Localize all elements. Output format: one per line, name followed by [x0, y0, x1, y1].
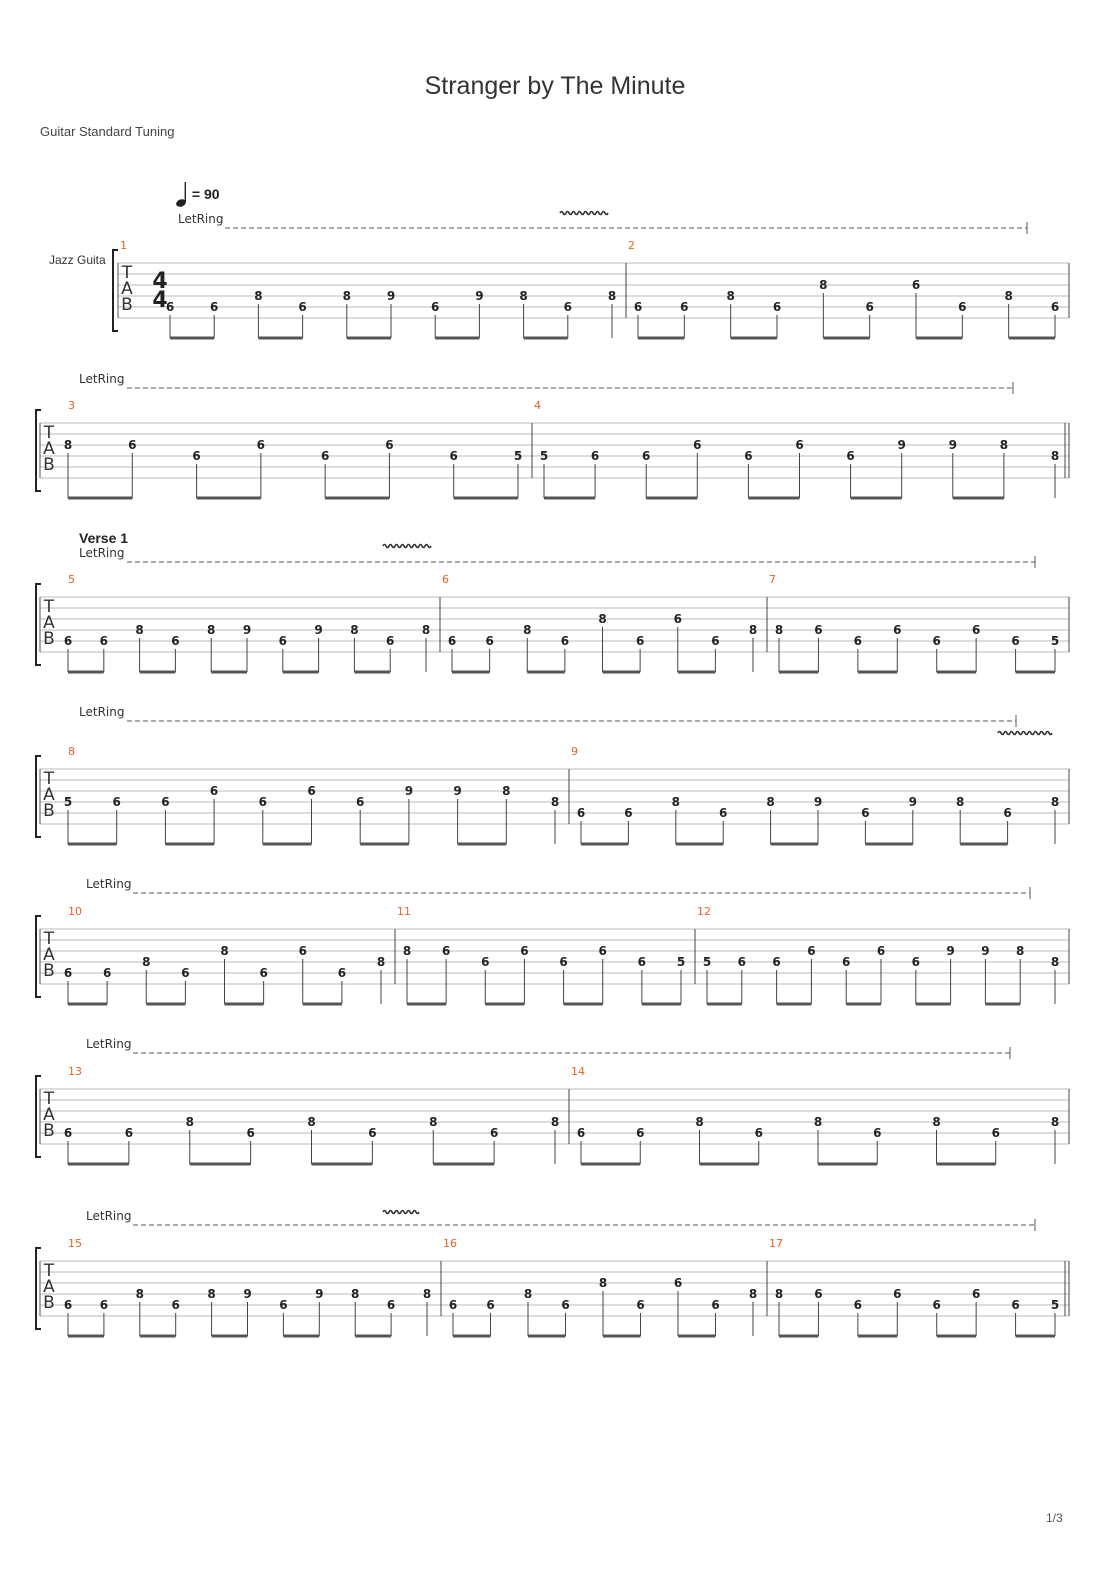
- fret-number: 6: [911, 955, 920, 969]
- measure-number: 13: [68, 1065, 82, 1078]
- fret-number: 6: [636, 1298, 645, 1312]
- fret-number: 8: [207, 623, 216, 637]
- fret-number: 5: [539, 449, 549, 463]
- fret-number: 6: [865, 300, 874, 314]
- fret-number: 6: [1011, 634, 1020, 648]
- fret-number: 6: [861, 806, 870, 820]
- fret-number: 8: [502, 784, 511, 798]
- fret-number: 8: [598, 612, 607, 626]
- fret-number: 6: [386, 1298, 396, 1312]
- fret-number: 5: [1050, 634, 1060, 648]
- fret-number: 6: [754, 1126, 763, 1140]
- fret-number: 6: [737, 955, 746, 969]
- tab-clef-letter: T: [121, 263, 133, 283]
- fret-number: 6: [259, 966, 268, 980]
- tab-clef-letter: A: [43, 613, 55, 633]
- fret-number: 8: [135, 623, 144, 637]
- measure-number: 16: [443, 1237, 457, 1250]
- tab-clef-letter: B: [43, 629, 55, 649]
- fret-number: 9: [981, 944, 990, 958]
- fret-number: 6: [559, 955, 568, 969]
- fret-number: 9: [243, 1287, 252, 1301]
- fret-number: 6: [520, 944, 529, 958]
- fret-number: 6: [846, 449, 855, 463]
- fret-number: 6: [171, 634, 180, 648]
- fret-number: 6: [633, 300, 643, 314]
- fret-number: 6: [807, 944, 816, 958]
- vibrato-mark: [998, 732, 1052, 735]
- measure-number: 4: [534, 399, 541, 412]
- fret-number: 8: [766, 795, 775, 809]
- tab-clef-letter: A: [43, 785, 55, 805]
- fret-number: 6: [1050, 300, 1060, 314]
- tab-clef-letter: T: [43, 1089, 55, 1109]
- measure-number: 14: [571, 1065, 585, 1078]
- fret-number: 8: [1050, 795, 1060, 809]
- fret-number: 6: [563, 300, 572, 314]
- tab-clef-letter: T: [43, 769, 55, 789]
- page-number: 1/3: [1046, 1511, 1063, 1525]
- fret-number: 8: [774, 1287, 784, 1301]
- fret-number: 8: [598, 1276, 608, 1290]
- fret-number: 8: [351, 1287, 360, 1301]
- fret-number: 6: [258, 795, 267, 809]
- fret-number: 6: [911, 278, 921, 292]
- fret-number: 8: [207, 1287, 216, 1301]
- fret-number: 6: [449, 449, 458, 463]
- fret-number: 8: [607, 289, 617, 303]
- fret-number: 6: [642, 449, 651, 463]
- fret-number: 8: [1050, 955, 1060, 969]
- tab-clef-letter: A: [43, 1105, 55, 1125]
- fret-number: 6: [893, 623, 902, 637]
- fret-number: 8: [550, 795, 560, 809]
- fret-number: 6: [124, 1126, 134, 1140]
- measure-number: 5: [68, 573, 75, 586]
- fret-number: 6: [298, 300, 307, 314]
- fret-number: 9: [242, 623, 252, 637]
- tab-clef-letter: T: [43, 929, 55, 949]
- fret-number: 8: [1050, 1115, 1060, 1129]
- tab-clef-letter: B: [43, 1121, 55, 1141]
- tab-clef-letter: B: [121, 295, 133, 315]
- fret-number: 6: [431, 300, 440, 314]
- song-title: Stranger by The Minute: [424, 72, 686, 100]
- fret-number: 6: [637, 955, 647, 969]
- fret-number: 8: [429, 1115, 438, 1129]
- fret-number: 8: [932, 1115, 941, 1129]
- measure-number: 7: [769, 573, 776, 586]
- measure-number: 10: [68, 905, 82, 918]
- fret-number: 9: [946, 944, 955, 958]
- fret-number: 6: [719, 806, 728, 820]
- fret-number: 6: [385, 438, 394, 452]
- fret-number: 6: [636, 1126, 645, 1140]
- fret-number: 6: [165, 300, 175, 314]
- fret-number: 6: [356, 795, 365, 809]
- fret-number: 6: [279, 1298, 288, 1312]
- fret-number: 8: [1016, 944, 1025, 958]
- measure-number: 9: [571, 745, 578, 758]
- fret-number: 6: [814, 1287, 823, 1301]
- fret-number: 8: [422, 1287, 432, 1301]
- fret-number: 6: [772, 955, 781, 969]
- fret-number: 8: [63, 438, 73, 452]
- fret-number: 6: [192, 449, 201, 463]
- fret-number: 8: [350, 623, 359, 637]
- fret-number: 5: [513, 449, 523, 463]
- fret-number: 8: [307, 1115, 316, 1129]
- fret-number: 6: [386, 634, 395, 648]
- fret-number: 6: [99, 1298, 109, 1312]
- fret-number: 6: [210, 300, 219, 314]
- fret-number: 9: [453, 784, 462, 798]
- tab-clef-letter: T: [43, 423, 55, 443]
- fret-number: 6: [853, 634, 863, 648]
- tab-clef-letter: B: [43, 1293, 55, 1313]
- fret-number: 6: [932, 1298, 941, 1312]
- fret-number: 9: [315, 1287, 324, 1301]
- fret-number: 8: [748, 623, 758, 637]
- fret-number: 6: [693, 438, 702, 452]
- fret-number: 8: [421, 623, 431, 637]
- fret-number: 8: [671, 795, 680, 809]
- fret-number: 6: [673, 1276, 683, 1290]
- fret-number: 6: [486, 1298, 495, 1312]
- fret-number: 6: [209, 784, 219, 798]
- fret-number: 6: [853, 1298, 863, 1312]
- fret-number: 6: [673, 612, 682, 626]
- fret-number: 6: [814, 623, 823, 637]
- fret-number: 6: [971, 1287, 981, 1301]
- tab-clef-letter: B: [43, 801, 55, 821]
- measure-number: 3: [68, 399, 75, 412]
- fret-number: 8: [135, 1287, 144, 1301]
- fret-number: 8: [1050, 449, 1060, 463]
- measure-number: 17: [769, 1237, 783, 1250]
- let-ring-label: LetRing: [86, 1037, 132, 1051]
- tab-clef-letter: A: [43, 1277, 55, 1297]
- fret-number: 6: [63, 1298, 73, 1312]
- fret-number: 6: [1003, 806, 1012, 820]
- measure-number: 11: [397, 905, 411, 918]
- fret-number: 5: [676, 955, 686, 969]
- fret-number: 6: [447, 634, 457, 648]
- fret-number: 6: [711, 634, 720, 648]
- fret-number: 6: [958, 300, 967, 314]
- fret-number: 6: [112, 795, 121, 809]
- fret-number: 8: [523, 623, 532, 637]
- fret-number: 8: [402, 944, 412, 958]
- fret-number: 6: [561, 1298, 570, 1312]
- fret-number: 6: [598, 944, 607, 958]
- fret-number: 6: [63, 966, 73, 980]
- fret-number: 6: [876, 944, 886, 958]
- measure-number: 6: [442, 573, 449, 586]
- fret-number: 6: [842, 955, 851, 969]
- fret-number: 6: [337, 966, 347, 980]
- tuning-label: Guitar Standard Tuning: [40, 124, 175, 139]
- fret-number: 6: [63, 1126, 73, 1140]
- tab-clef-letter: A: [43, 945, 55, 965]
- section-label-verse-1: Verse 1: [79, 530, 129, 546]
- fret-number: 8: [999, 438, 1009, 452]
- let-ring-label: LetRing: [79, 546, 125, 560]
- fret-number: 6: [489, 1126, 499, 1140]
- fret-number: 6: [576, 1126, 586, 1140]
- tab-clef-letter: B: [43, 455, 55, 475]
- fret-number: 6: [181, 966, 190, 980]
- tab-clef-letter: A: [121, 279, 133, 299]
- tab-clef-letter: A: [43, 439, 55, 459]
- fret-number: 6: [246, 1126, 255, 1140]
- fret-number: 6: [795, 438, 804, 452]
- fret-number: 6: [441, 944, 451, 958]
- fret-number: 8: [774, 623, 784, 637]
- fret-number: 5: [63, 795, 73, 809]
- let-ring-label: LetRing: [86, 877, 132, 891]
- fret-number: 6: [893, 1287, 902, 1301]
- let-ring-label: LetRing: [86, 1209, 132, 1223]
- measure-number: 12: [697, 905, 711, 918]
- fret-number: 6: [102, 966, 112, 980]
- fret-number: 6: [680, 300, 689, 314]
- fret-number: 9: [908, 795, 917, 809]
- fret-number: 9: [897, 438, 906, 452]
- fret-number: 6: [744, 449, 753, 463]
- vibrato-mark: [383, 1211, 419, 1214]
- fret-number: 6: [1011, 1298, 1020, 1312]
- fret-number: 6: [560, 634, 570, 648]
- fret-number: 8: [185, 1115, 194, 1129]
- fret-number: 6: [590, 449, 600, 463]
- fret-number: 8: [342, 289, 351, 303]
- fret-number: 8: [550, 1115, 560, 1129]
- fret-number: 6: [128, 438, 137, 452]
- time-signature-bottom: 4: [152, 288, 168, 313]
- fret-number: 9: [404, 784, 414, 798]
- fret-number: 8: [220, 944, 229, 958]
- fret-number: 6: [971, 623, 981, 637]
- fret-number: 9: [386, 289, 396, 303]
- let-ring-label: LetRing: [79, 705, 125, 719]
- fret-number: 6: [161, 795, 170, 809]
- fret-number: 8: [376, 955, 386, 969]
- fret-number: 6: [481, 955, 490, 969]
- vibrato-mark: [383, 545, 431, 548]
- fret-number: 8: [695, 1115, 704, 1129]
- fret-number: 5: [702, 955, 712, 969]
- measure-number: 8: [68, 745, 75, 758]
- fret-number: 6: [991, 1126, 1000, 1140]
- fret-number: 8: [142, 955, 151, 969]
- tab-clef-letter: B: [43, 961, 55, 981]
- fret-number: 6: [63, 634, 73, 648]
- fret-number: 6: [772, 300, 782, 314]
- measure-number: 2: [628, 239, 635, 252]
- fret-number: 6: [320, 449, 330, 463]
- fret-number: 6: [256, 438, 266, 452]
- fret-number: 9: [948, 438, 957, 452]
- fret-number: 6: [624, 806, 633, 820]
- let-ring-label: LetRing: [178, 212, 224, 226]
- staff-bracket: [113, 250, 118, 331]
- fret-number: 6: [448, 1298, 458, 1312]
- fret-number: 6: [635, 634, 645, 648]
- fret-number: 6: [576, 806, 586, 820]
- fret-number: 8: [819, 278, 828, 292]
- fret-number: 9: [475, 289, 484, 303]
- measure-number: 15: [68, 1237, 82, 1250]
- fret-number: 6: [278, 634, 287, 648]
- fret-number: 8: [523, 1287, 533, 1301]
- fret-number: 6: [298, 944, 307, 958]
- tab-clef-letter: T: [43, 597, 55, 617]
- fret-number: 6: [873, 1126, 882, 1140]
- tempo-value: = 90: [191, 186, 220, 203]
- vibrato-mark: [560, 212, 608, 215]
- fret-number: 8: [726, 289, 735, 303]
- fret-number: 8: [956, 795, 965, 809]
- fret-number: 8: [1004, 289, 1013, 303]
- fret-number: 6: [932, 634, 941, 648]
- fret-number: 8: [519, 289, 528, 303]
- fret-number: 9: [813, 795, 823, 809]
- fret-number: 8: [748, 1287, 758, 1301]
- tab-clef-letter: T: [43, 1261, 55, 1281]
- fret-number: 6: [171, 1298, 180, 1312]
- fret-number: 6: [711, 1298, 720, 1312]
- fret-number: 8: [813, 1115, 823, 1129]
- fret-number: 6: [99, 634, 108, 648]
- fret-number: 9: [314, 623, 323, 637]
- fret-number: 5: [1050, 1298, 1060, 1312]
- fret-number: 8: [254, 289, 263, 303]
- fret-number: 6: [307, 784, 316, 798]
- time-signature-top: 4: [152, 269, 168, 294]
- let-ring-label: LetRing: [79, 372, 125, 386]
- measure-number: 1: [120, 239, 127, 252]
- instrument-label: Jazz Guita: [49, 253, 106, 267]
- fret-number: 6: [485, 634, 494, 648]
- fret-number: 6: [368, 1126, 377, 1140]
